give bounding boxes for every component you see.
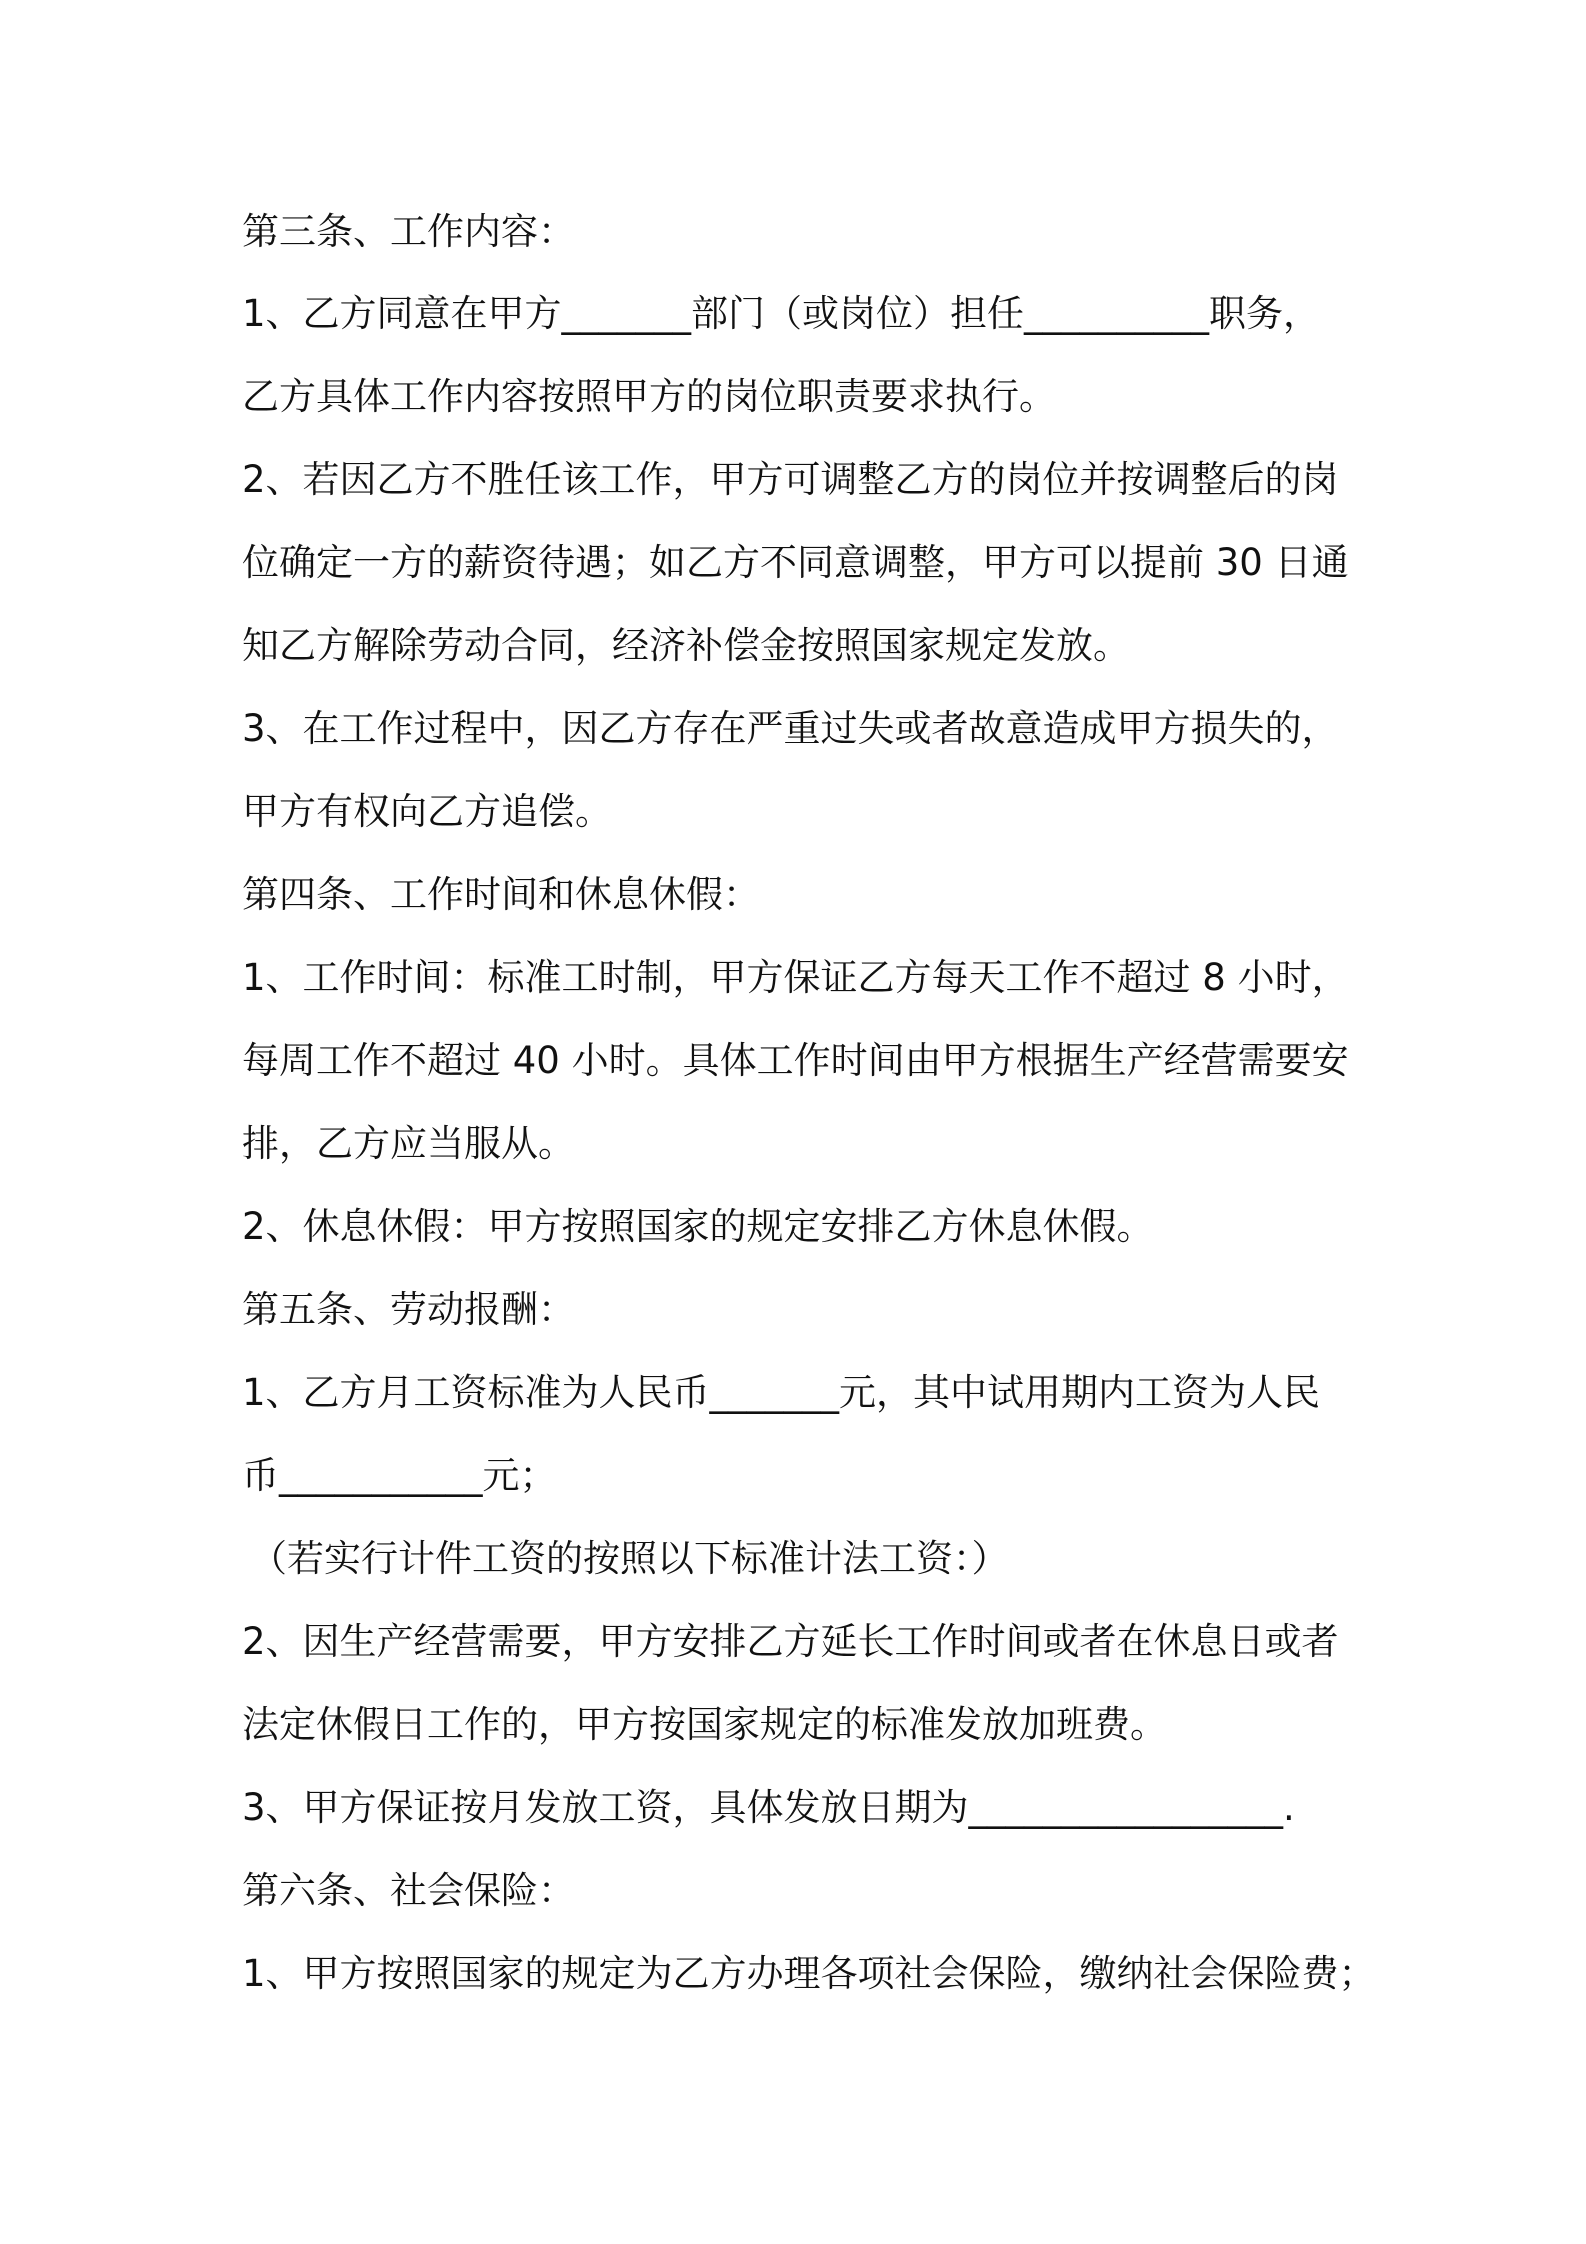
paragraph-line: 法定休假日工作的，甲方按国家规定的标准发放加班费。 [242, 1703, 1167, 1746]
paragraph-line: 3、甲方保证按月发放工资，具体发放日期为_________________. [242, 1786, 1295, 1829]
section-heading-article-4: 第四条、工作时间和休息休假： [242, 873, 760, 916]
paragraph-line: 1、乙方月工资标准为人民币_______元，其中试用期内工资为人民 [242, 1371, 1321, 1414]
paragraph-line: （若实行计件工资的按照以下标准计法工资：） [250, 1537, 1009, 1580]
paragraph-line: 乙方具体工作内容按照甲方的岗位职责要求执行。 [242, 375, 1056, 418]
paragraph-line: 1、乙方同意在甲方_______部门（或岗位）担任__________职务， [242, 292, 1321, 335]
section-heading-article-5: 第五条、劳动报酬： [242, 1288, 575, 1331]
paragraph-line: 每周工作不超过 40 小时。具体工作时间由甲方根据生产经营需要安 [242, 1039, 1349, 1082]
paragraph-line: 2、休息休假：甲方按照国家的规定安排乙方休息休假。 [242, 1205, 1154, 1248]
paragraph-line: 排，乙方应当服从。 [242, 1122, 575, 1165]
paragraph-line: 2、若因乙方不胜任该工作，甲方可调整乙方的岗位并按调整后的岗 [242, 458, 1339, 501]
section-heading-article-6: 第六条、社会保险： [242, 1869, 575, 1912]
paragraph-line: 3、在工作过程中，因乙方存在严重过失或者故意造成甲方损失的， [242, 707, 1339, 750]
paragraph-line: 1、甲方按照国家的规定为乙方办理各项社会保险，缴纳社会保险费； [242, 1952, 1376, 1995]
paragraph-line: 知乙方解除劳动合同，经济补偿金按照国家规定发放。 [242, 624, 1130, 667]
paragraph-line: 1、工作时间：标准工时制，甲方保证乙方每天工作不超过 8 小时， [242, 956, 1349, 999]
section-heading-article-3: 第三条、工作内容： [242, 210, 575, 253]
paragraph-line: 甲方有权向乙方追偿。 [242, 790, 612, 833]
paragraph-line: 位确定一方的薪资待遇；如乙方不同意调整，甲方可以提前 30 日通 [242, 541, 1349, 584]
paragraph-line: 币___________元； [242, 1454, 557, 1497]
paragraph-line: 2、因生产经营需要，甲方安排乙方延长工作时间或者在休息日或者 [242, 1620, 1339, 1663]
